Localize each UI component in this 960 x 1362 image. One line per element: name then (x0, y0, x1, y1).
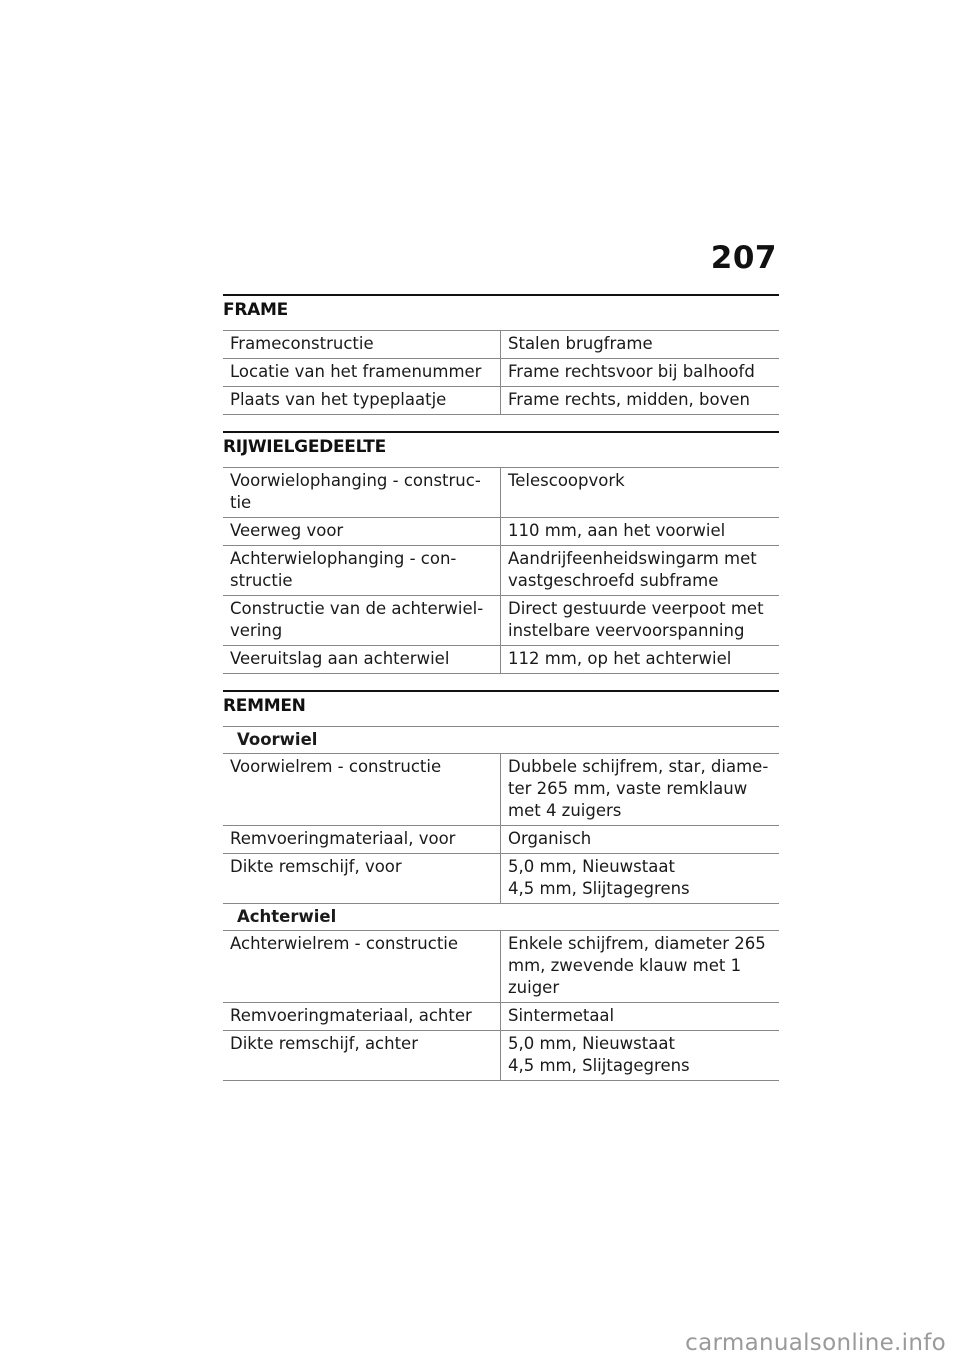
page-number: 207 (710, 240, 777, 276)
table-row (223, 596, 779, 646)
row-value (501, 387, 779, 414)
row-value (501, 1003, 779, 1030)
value-line: Dubbele schijfrem, star, diame-ter 265 mm, vaste remklauw met 4 zuigers (508, 757, 769, 820)
row-label: Locatie van het framenummer (223, 359, 501, 386)
value-line: 110 mm, aan het voorwiel (508, 521, 726, 540)
row-label: Plaats van het typeplaatje (223, 387, 501, 414)
section-frame (223, 294, 779, 415)
row-label: Frameconstructie (223, 331, 501, 358)
row-value (501, 931, 779, 1002)
value-line: 4,5 mm, Slijtagegrens (508, 879, 690, 898)
value-line: 5,0 mm, Nieuwstaat (508, 857, 675, 876)
row-value (501, 331, 779, 358)
row-label: Constructie van de achterwiel-vering (223, 596, 501, 645)
subsection-heading: Voorwiel (223, 727, 779, 754)
row-value (501, 359, 779, 386)
value-line: Enkele schijfrem, diameter 265 mm, zwevende klauw met 1 zuiger (508, 934, 766, 997)
value-line: Frame rechts, midden, boven (508, 390, 750, 409)
table-row (223, 359, 779, 387)
row-label: Veerweg voor (223, 518, 501, 545)
table-row (223, 826, 779, 854)
table-row (223, 1031, 779, 1081)
value-line: Direct gestuurde veerpoot met instelbare veervoorspanning (508, 599, 764, 640)
row-value (501, 1031, 779, 1080)
table-row (223, 546, 779, 596)
subsection-heading: Achterwiel (223, 904, 779, 931)
row-label: Remvoeringmateriaal, achter (223, 1003, 501, 1030)
value-line: Frame rechtsvoor bij balhoofd (508, 362, 755, 381)
row-label: Voorwielrem - constructie (223, 754, 501, 825)
table-row (223, 854, 779, 904)
table-row (223, 931, 779, 1003)
spec-content (223, 294, 779, 1097)
value-line: 112 mm, op het achterwiel (508, 649, 732, 668)
row-label: Achterwielrem - constructie (223, 931, 501, 1002)
watermark: carmanualsonline.info (685, 1330, 946, 1356)
row-value (501, 854, 779, 903)
row-value (501, 468, 779, 517)
row-label: Dikte remschijf, voor (223, 854, 501, 903)
row-label: Achterwielophanging - con-structie (223, 546, 501, 595)
row-value (501, 826, 779, 853)
value-line: Stalen brugframe (508, 334, 653, 353)
row-label: Remvoeringmateriaal, voor (223, 826, 501, 853)
value-line: Telescoopvork (508, 471, 625, 490)
section-title: RIJWIELGEDEELTE (223, 431, 779, 468)
row-value (501, 546, 779, 595)
row-label: Dikte remschijf, achter (223, 1031, 501, 1080)
row-value (501, 754, 779, 825)
row-label: Voorwielophanging - construc-tie (223, 468, 501, 517)
row-label: Veeruitslag aan achterwiel (223, 646, 501, 673)
table-row (223, 1003, 779, 1031)
value-line: 4,5 mm, Slijtagegrens (508, 1056, 690, 1075)
value-line: Sintermetaal (508, 1006, 615, 1025)
row-value (501, 646, 779, 673)
table-row (223, 331, 779, 359)
table-row (223, 518, 779, 546)
section-title: FRAME (223, 294, 779, 331)
value-line: 5,0 mm, Nieuwstaat (508, 1034, 675, 1053)
table-row (223, 646, 779, 674)
section-title: REMMEN (223, 690, 779, 727)
table-row (223, 387, 779, 415)
value-line: Aandrijfeenheidswingarm met vastgeschroefd subframe (508, 549, 757, 590)
section-rijwielgedeelte (223, 431, 779, 674)
row-value (501, 596, 779, 645)
row-value (501, 518, 779, 545)
section-remmen (223, 690, 779, 1081)
table-row (223, 468, 779, 518)
table-row (223, 754, 779, 826)
value-line: Organisch (508, 829, 592, 848)
